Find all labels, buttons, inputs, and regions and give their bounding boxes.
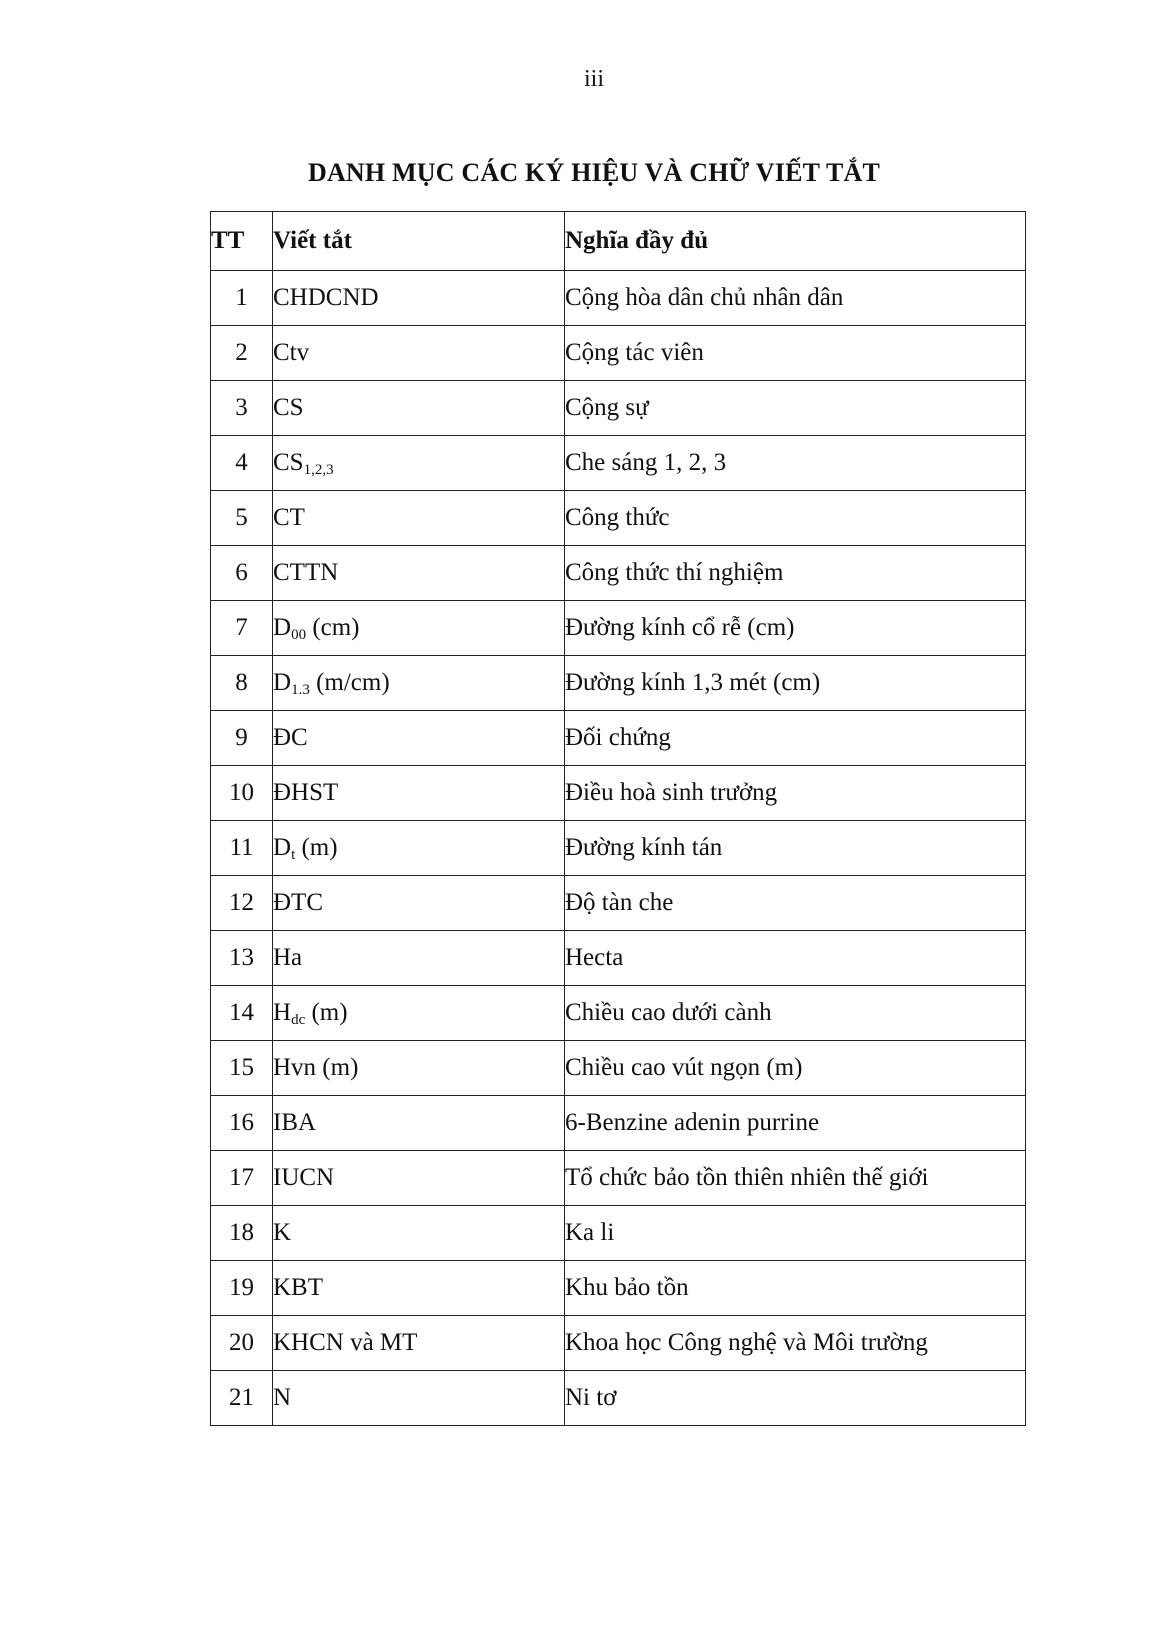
full-meaning-cell: Cộng hòa dân chủ nhân dân: [565, 271, 1026, 326]
table-row: [211, 1371, 1026, 1426]
full-meaning-cell: Khu bảo tồn: [565, 1261, 1026, 1316]
row-number: 7: [211, 601, 273, 656]
row-number: 11: [211, 821, 273, 876]
abbreviation-text: D: [273, 614, 292, 641]
full-meaning-cell: 6-Benzine adenin purrine: [565, 1096, 1026, 1151]
full-meaning-cell: Ka li: [565, 1206, 1026, 1261]
abbreviation-text: D: [273, 669, 292, 696]
row-number: 15: [211, 1041, 273, 1096]
abbreviation-text: CHDCND: [273, 284, 379, 311]
row-number: 6: [211, 546, 273, 601]
abbreviation-cell: [273, 1096, 565, 1151]
full-meaning-cell: Cộng sự: [565, 381, 1026, 436]
table-row: [211, 271, 1026, 326]
abbreviation-text: ĐHST: [273, 779, 339, 806]
row-number: 3: [211, 381, 273, 436]
full-meaning-cell: Che sáng 1, 2, 3: [565, 436, 1026, 491]
full-meaning-cell: Ni tơ: [565, 1371, 1026, 1426]
abbreviation-cell: [273, 1206, 565, 1261]
row-number: 17: [211, 1151, 273, 1206]
abbreviation-unit: (cm): [306, 614, 360, 641]
abbreviation-text: N: [273, 1384, 292, 1411]
abbreviation-cell: [273, 1371, 565, 1426]
row-number: 21: [211, 1371, 273, 1426]
table-row: [211, 656, 1026, 711]
table-row: [211, 1151, 1026, 1206]
table-row: [211, 326, 1026, 381]
row-number: 1: [211, 271, 273, 326]
row-number: 12: [211, 876, 273, 931]
table-row: [211, 381, 1026, 436]
abbreviation-text: CS: [273, 394, 304, 421]
table-row: [211, 1261, 1026, 1316]
row-number: 9: [211, 711, 273, 766]
row-number: 14: [211, 986, 273, 1041]
full-meaning-cell: Đối chứng: [565, 711, 1026, 766]
table-row: [211, 546, 1026, 601]
abbreviation-text: IUCN: [273, 1164, 335, 1191]
full-meaning-cell: Cộng tác viên: [565, 326, 1026, 381]
row-number: 10: [211, 766, 273, 821]
abbreviation-cell: [273, 1151, 565, 1206]
abbreviation-text: H: [273, 999, 292, 1026]
full-meaning-cell: Đường kính cổ rễ (cm): [565, 601, 1026, 656]
table-row: [211, 821, 1026, 876]
abbreviation-cell: [273, 1261, 565, 1316]
full-meaning-cell: Khoa học Công nghệ và Môi trường: [565, 1316, 1026, 1371]
abbreviation-cell: [273, 601, 565, 656]
abbreviation-table: [210, 211, 1026, 1426]
abbreviation-text: ĐTC: [273, 889, 323, 916]
table-row: [211, 766, 1026, 821]
abbreviation-cell: [273, 766, 565, 821]
abbreviation-cell: [273, 1316, 565, 1371]
row-number: 2: [211, 326, 273, 381]
abbreviation-text: CTTN: [273, 559, 339, 586]
page-title: DANH MỤC CÁC KÝ HIỆU VÀ CHỮ VIẾT TẮT: [307, 158, 881, 187]
table-row: [211, 491, 1026, 546]
full-meaning-cell: Đường kính tán: [565, 821, 1026, 876]
table-row: [211, 1096, 1026, 1151]
full-meaning-cell: Hecta: [565, 931, 1026, 986]
abbreviation-cell: [273, 381, 565, 436]
abbreviation-unit: (m): [295, 834, 338, 861]
abbreviation-text: IBA: [273, 1109, 317, 1136]
abbreviation-text: K: [273, 1219, 292, 1246]
abbreviation-cell: [273, 326, 565, 381]
table-row: [211, 1041, 1026, 1096]
abbreviation-subscript: 1.3: [291, 682, 310, 698]
abbreviation-text: D: [273, 834, 292, 861]
table-row: [211, 1316, 1026, 1371]
abbreviation-text: CS: [273, 449, 304, 476]
abbreviation-unit: (m/cm): [309, 669, 390, 696]
table-row: [211, 986, 1026, 1041]
abbreviation-subscript: 00: [291, 627, 307, 643]
page-number: iii: [583, 66, 604, 92]
table-row: [211, 436, 1026, 491]
table-row: [211, 876, 1026, 931]
table-row: [211, 711, 1026, 766]
full-meaning-cell: Đường kính 1,3 mét (cm): [565, 656, 1026, 711]
table-header-row: [211, 212, 1026, 271]
abbreviation-cell: [273, 876, 565, 931]
abbreviation-text: KHCN và MT: [273, 1329, 418, 1356]
abbreviation-cell: [273, 931, 565, 986]
abbreviation-text: Hvn (m): [273, 1054, 359, 1081]
abbreviation-cell: [273, 711, 565, 766]
row-number: 20: [211, 1316, 273, 1371]
row-number: 16: [211, 1096, 273, 1151]
full-meaning-cell: Chiều cao vút ngọn (m): [565, 1041, 1026, 1096]
abbreviation-cell: [273, 656, 565, 711]
abbreviation-cell: [273, 1041, 565, 1096]
table-row: [211, 931, 1026, 986]
row-number: 5: [211, 491, 273, 546]
abbreviation-cell: [273, 436, 565, 491]
header-full-meaning: Nghĩa đầy đủ: [565, 212, 1026, 271]
abbreviation-subscript: dc: [291, 1012, 306, 1028]
abbreviation-text: CT: [273, 504, 305, 531]
abbreviation-text: Ha: [273, 944, 303, 971]
abbreviation-cell: [273, 271, 565, 326]
header-tt: TT: [211, 212, 273, 271]
table-row: [211, 601, 1026, 656]
full-meaning-cell: Chiều cao dưới cành: [565, 986, 1026, 1041]
abbreviation-cell: [273, 986, 565, 1041]
full-meaning-cell: Điều hoà sinh trưởng: [565, 766, 1026, 821]
abbreviation-cell: [273, 821, 565, 876]
full-meaning-cell: Tổ chức bảo tồn thiên nhiên thế giới: [565, 1151, 1026, 1206]
row-number: 8: [211, 656, 273, 711]
full-meaning-cell: Độ tàn che: [565, 876, 1026, 931]
abbreviation-subscript: t: [291, 847, 296, 863]
abbreviation-text: Ctv: [273, 339, 310, 366]
header-abbreviation: Viết tắt: [273, 212, 565, 271]
abbreviation-cell: [273, 546, 565, 601]
abbreviation-unit: (m): [305, 999, 348, 1026]
abbreviation-text: KBT: [273, 1274, 323, 1301]
row-number: 19: [211, 1261, 273, 1316]
row-number: 13: [211, 931, 273, 986]
abbreviation-subscript: 1,2,3: [303, 462, 334, 478]
row-number: 4: [211, 436, 273, 491]
abbreviation-text: ĐC: [273, 724, 308, 751]
table-row: [211, 1206, 1026, 1261]
table-body: [211, 271, 1026, 1426]
full-meaning-cell: Công thức: [565, 491, 1026, 546]
full-meaning-cell: Công thức thí nghiệm: [565, 546, 1026, 601]
abbreviation-cell: [273, 491, 565, 546]
row-number: 18: [211, 1206, 273, 1261]
